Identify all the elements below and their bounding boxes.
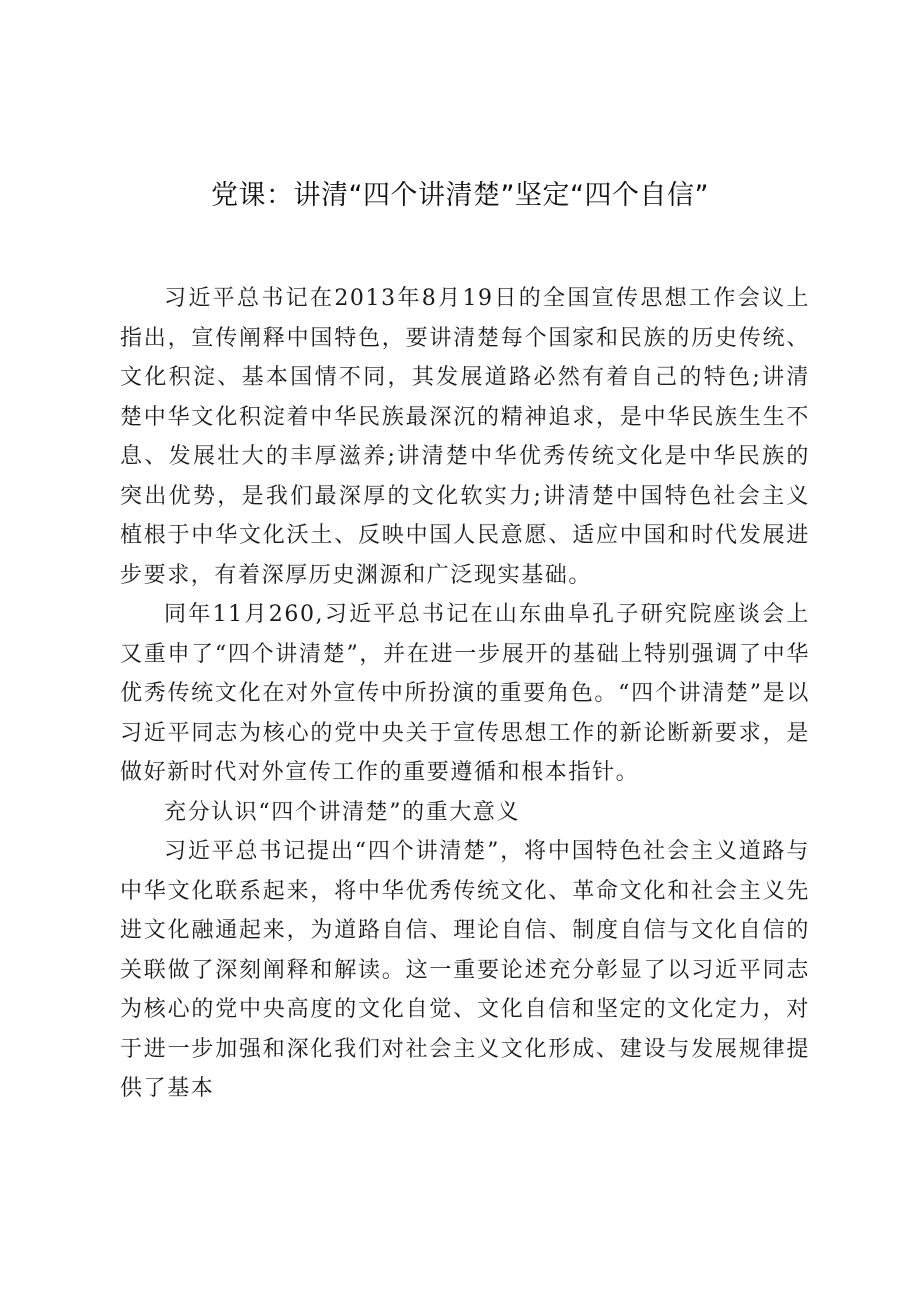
- section-heading: 充分认识“四个讲清楚”的重大意义: [164, 799, 521, 825]
- document-title: 党课：讲清“四个讲清楚”坚定“四个自信”: [211, 180, 709, 211]
- paragraph: 习近平总书记在2013年8月19日的全国宣传思想工作会议上指出，宣传阐释中国特色，要讲清楚每个国家和民族的历史传统、文化积淀、基本国情不同，其发展道路必然有着自己的特色;讲清楚中华文化积淀着中华民族最深沉的精神追求，是中华民族生生不息、发展壮大的丰厚滋养;讲清楚中华优秀传统文化是中华民族的突出优势，是我们最深厚的文化软实力;讲清楚中国特色社会主义植根于中华文化沃土、反映中国人民意愿、适应中国和时代发展进步要求，有着深厚历史渊源和广泛现实基础。: [120, 286, 810, 588]
- document-body: [120, 279, 810, 1109]
- paragraph: 同年11月260,习近平总书记在山东曲阜孔子研究院座谈会上又重申了“四个讲清楚”，并在进一步展开的基础上特别强调了中华优秀传统文化在对外宣传中所扮演的重要角色。“四个讲清楚”是以习近平同志为核心的党中央关于宣传思想工作的新论断新要求，是做好新时代对外宣传工作的重要遵循和根本指针。: [120, 602, 810, 785]
- paragraph: 习近平总书记提出“四个讲清楚”，将中国特色社会主义道路与中华文化联系起来，将中华优秀传统文化、革命文化和社会主义先进文化融通起来，为道路自信、理论自信、制度自信与文化自信的关联做了深刻阐释和解读。这一重要论述充分彰显了以习近平同志为核心的党中央高度的文化自觉、文化自信和坚定的文化定力，对于进一步加强和深化我们对社会主义文化形成、建设与发展规律提供了基本: [120, 839, 810, 1101]
